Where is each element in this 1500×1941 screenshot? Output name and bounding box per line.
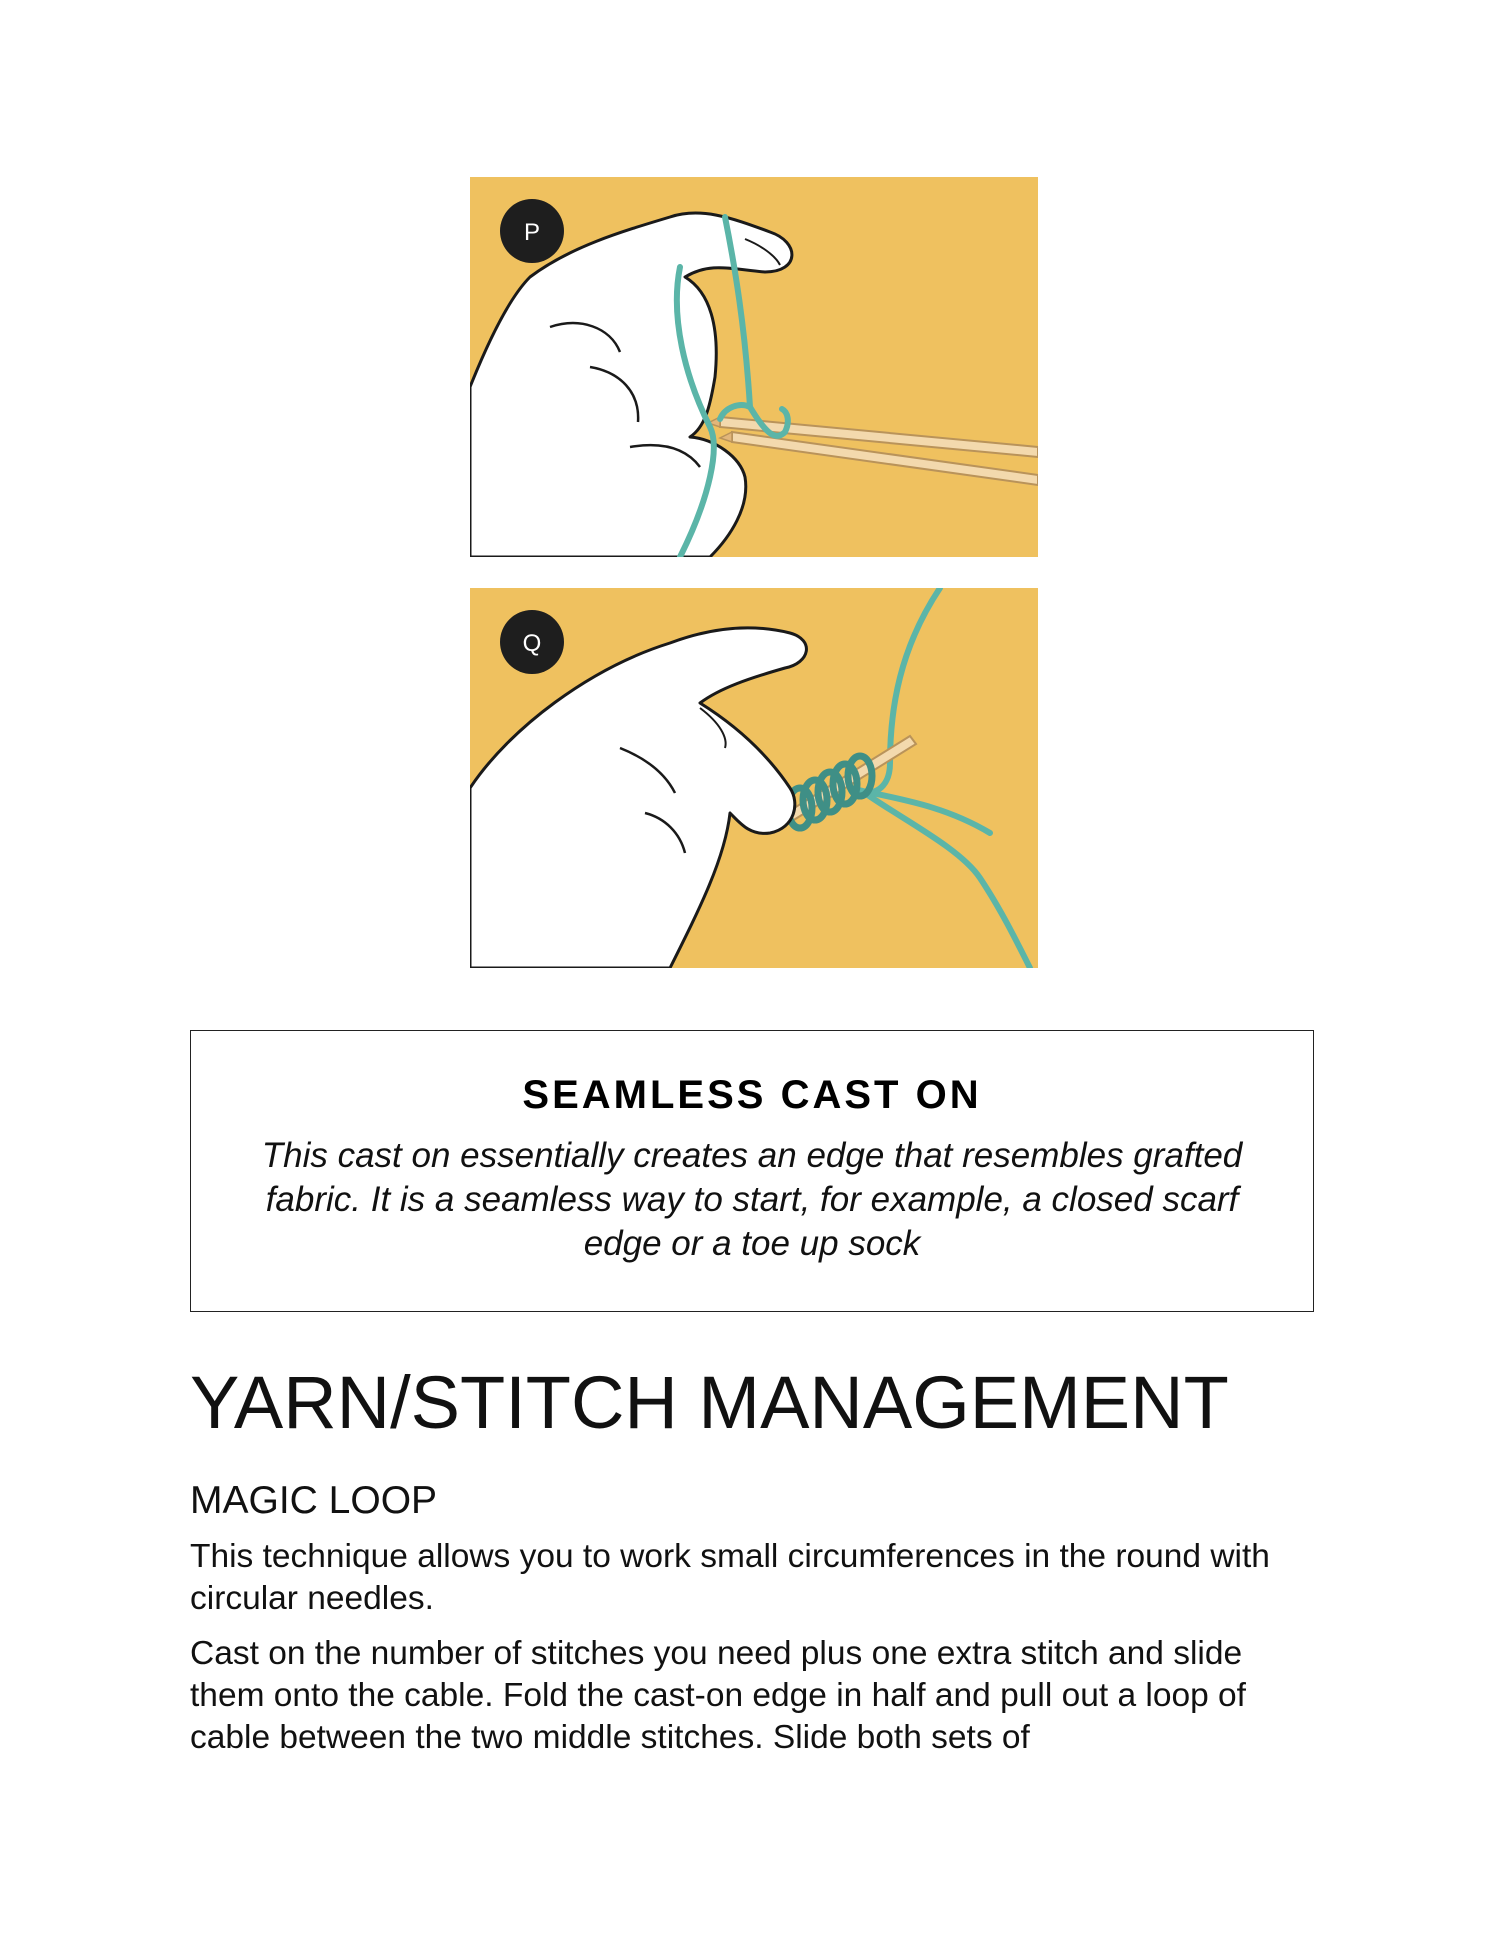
paragraph: This technique allows you to work small circumferences in the round with circular needles. bbox=[190, 1538, 1270, 1617]
illustration-p bbox=[470, 177, 1038, 557]
callout-body: This cast on essentially creates an edge that resembles grafted fabric. It is a seamless way to start, for example, a closed scarf edge or a toe up sock bbox=[261, 1136, 1243, 1263]
callout-title: SEAMLESS CAST ON bbox=[522, 1073, 982, 1117]
hand-holding-needles-icon bbox=[470, 177, 1038, 557]
step-badge-p bbox=[500, 199, 564, 263]
step-badge-label: Q bbox=[522, 630, 542, 657]
step-badge-label: P bbox=[523, 219, 541, 246]
seamless-cast-on-callout bbox=[190, 1030, 1314, 1312]
paragraph: Cast on the number of stitches you need plus one extra stitch and slide them onto the cable. Fold the cast-on edge in half and pull out a loop of cable between the two middle stitches. Slide both sets of bbox=[190, 1635, 1246, 1756]
step-badge-q bbox=[500, 610, 564, 674]
illustration-q bbox=[470, 588, 1038, 968]
section-subheading: MAGIC LOOP bbox=[190, 1479, 438, 1522]
section-heading: YARN/STITCH MANAGEMENT bbox=[190, 1361, 1229, 1444]
hand-pinching-stitches-icon bbox=[470, 588, 1038, 968]
